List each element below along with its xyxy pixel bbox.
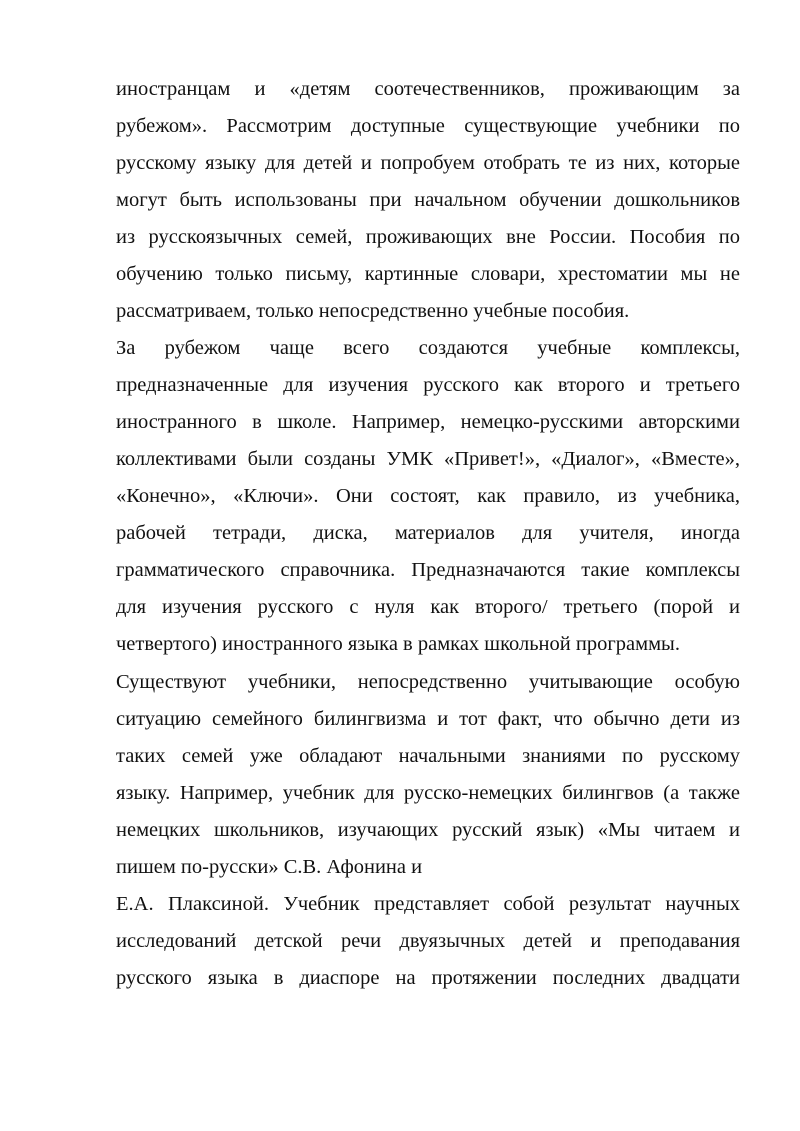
text-line: Е.А. Плаксиной. Учебник представляет собой результат научных — [116, 893, 740, 915]
text-line: За рубежом чаще всего создаются учебные комплексы, — [116, 337, 740, 359]
text-line: таких семей уже обладают начальными знаниями по русскому — [116, 745, 740, 767]
text-line: исследований детской речи двуязычных детей и преподавания — [116, 930, 740, 952]
text-line: иностранного в школе. Например, немецко-русскими авторскими — [116, 411, 740, 433]
text-line: четвертого) иностранного языка в рамках школьной программы. — [116, 633, 680, 655]
text-line: Существуют учебники, непосредственно учитывающие особую — [116, 671, 740, 693]
text-line: русского языка в диаспоре на протяжении последних двадцати — [116, 967, 740, 989]
text-line: немецких школьников, изучающих русский язык) «Мы читаем и — [116, 819, 740, 841]
text-line: рабочей тетради, диска, материалов для учителя, иногда — [116, 522, 740, 544]
text-line: рассматриваем, только непосредственно учебные пособия. — [116, 300, 630, 322]
text-line: могут быть использованы при начальном обучении дошкольников — [116, 189, 740, 211]
text-line: русскому языку для детей и попробуем отобрать те из них, которые — [116, 152, 740, 174]
text-line: грамматического справочника. Предназначаются такие комплексы — [116, 559, 740, 581]
text-line: языку. Например, учебник для русско-немецких билингвов (а также — [116, 782, 740, 804]
text-line: из русскоязычных семей, проживающих вне России. Пособия по — [116, 226, 740, 248]
text-line: иностранцам и «детям соотечественников, проживающим за — [116, 78, 740, 100]
text-line: ситуацию семейного билингвизма и тот факт, что обычно дети из — [116, 708, 740, 730]
text-line: пишем по-русски» С.В. Афонина и — [116, 856, 423, 878]
text-line: «Конечно», «Ключи». Они состоят, как правило, из учебника, — [116, 485, 740, 507]
text-line: для изучения русского с нуля как второго/ третьего (порой и — [116, 596, 740, 618]
text-line: предназначенные для изучения русского как второго и третьего — [116, 374, 740, 396]
text-line: коллективами были созданы УМК «Привет!», «Диалог», «Вместе», — [116, 448, 740, 470]
text-line: обучению только письму, картинные словари, хрестоматии мы не — [116, 263, 740, 285]
text-line: рубежом». Рассмотрим доступные существующие учебники по — [116, 115, 740, 137]
